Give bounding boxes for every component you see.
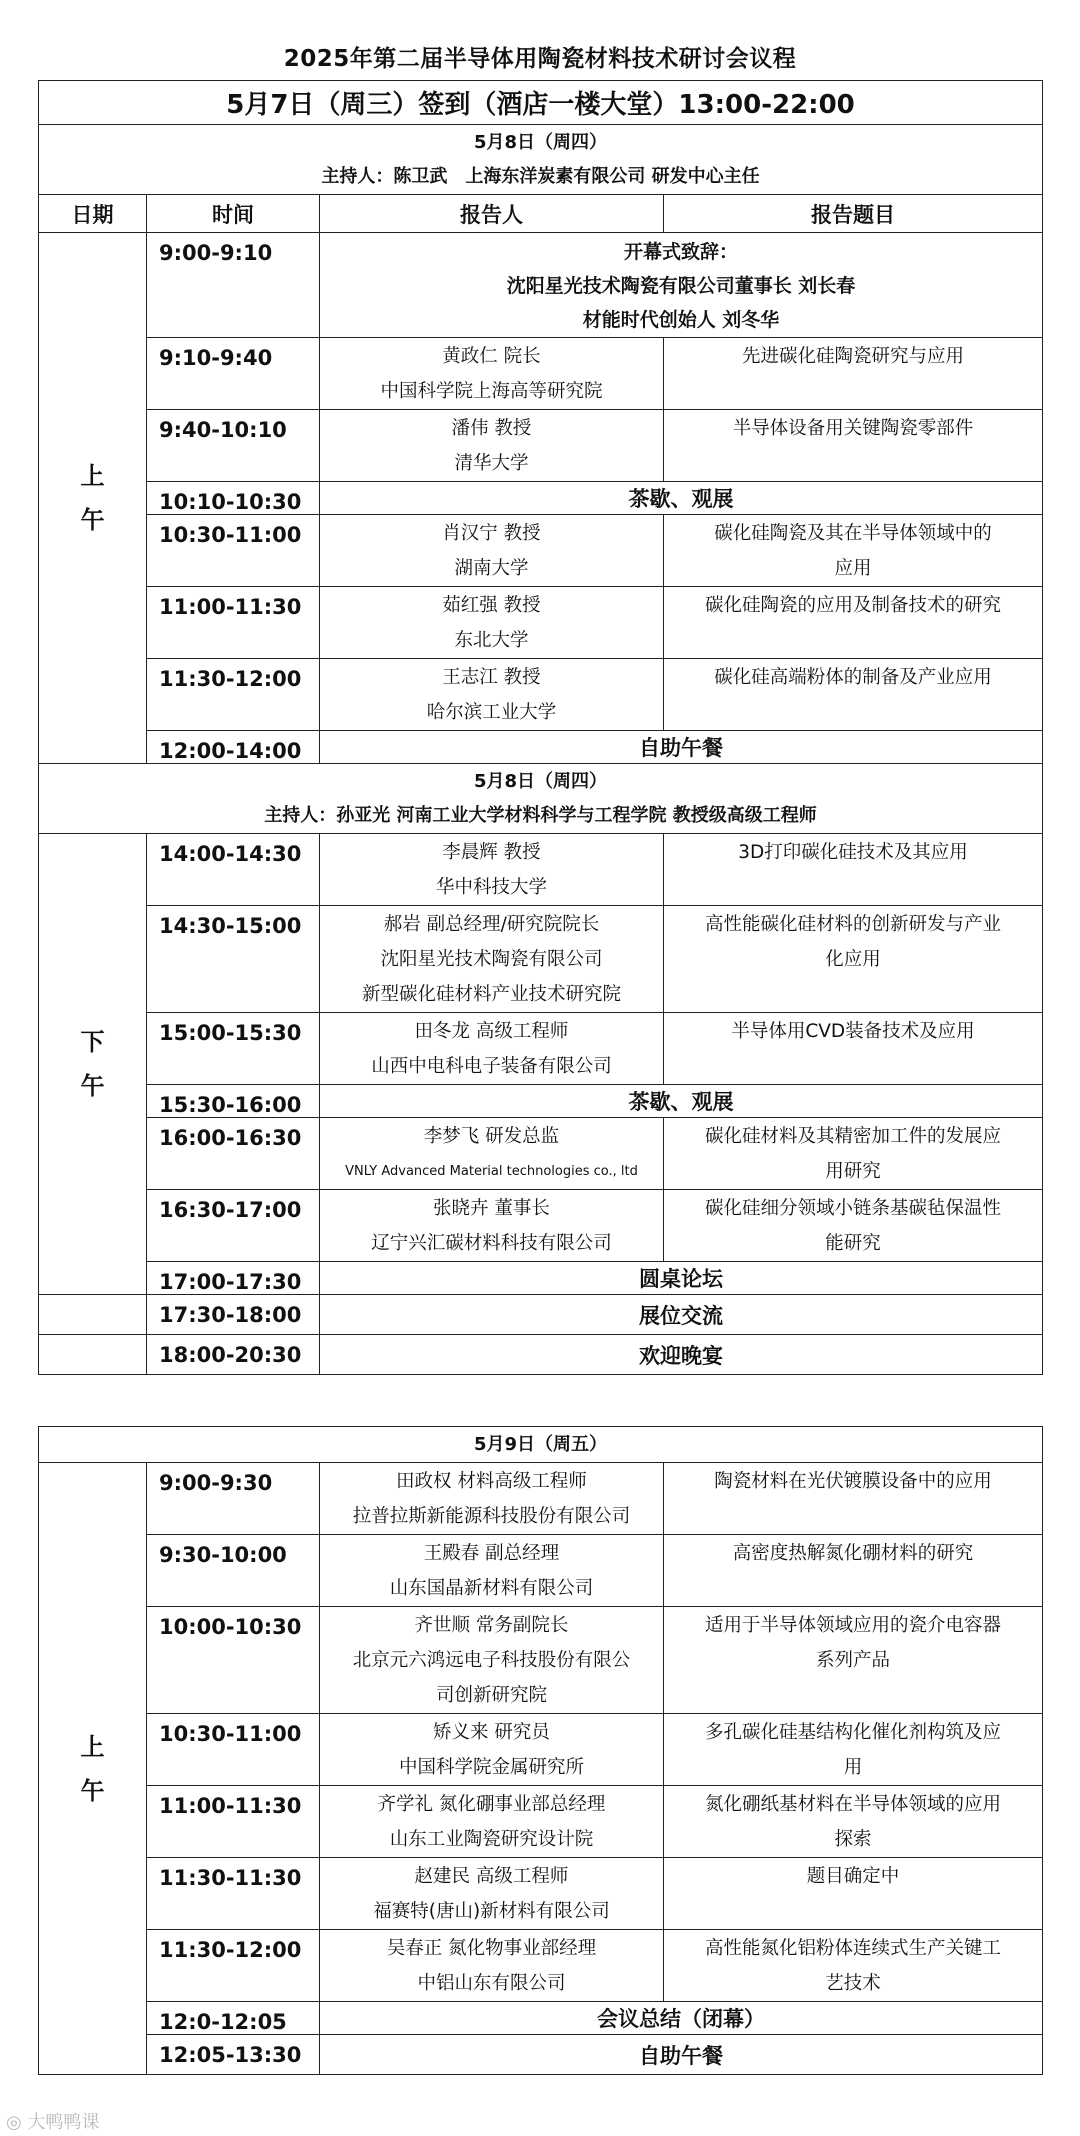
column-header-row: [39, 195, 1043, 233]
topic-cell-line: 氮化硼纸基材料在半导体领域的应用: [704, 1794, 1001, 1815]
topic-cell-line: 半导体设备用关键陶瓷零部件: [732, 418, 974, 439]
event-cell: 自助午餐: [320, 731, 1043, 764]
time-cell: 9:30-10:00: [147, 1535, 320, 1607]
table-row: [39, 587, 1043, 659]
session-char: 上: [80, 1732, 105, 1761]
time-cell: 11:00-11:30: [147, 1786, 320, 1858]
checkin-text: 5月7日（周三）签到（酒店一楼大堂）13:00-22:00: [39, 81, 1043, 125]
topic-cell-line: 先进碳化硅陶瓷研究与应用: [741, 346, 964, 367]
table-row: [39, 2035, 1043, 2075]
topic-cell-line: 应用: [834, 558, 872, 579]
speaker-cell-line: 肖汉宁 教授: [442, 523, 541, 544]
topic-cell: [664, 587, 1043, 659]
topic-cell-line: 能研究: [825, 1233, 881, 1254]
table-row: [39, 233, 1043, 338]
speaker-cell: [320, 1013, 664, 1085]
empty-date-cell: [39, 1335, 147, 1375]
speaker-cell: [320, 410, 664, 482]
day-header-row: [39, 764, 1043, 834]
table-row: [39, 1118, 1043, 1190]
session-label: [39, 834, 147, 1295]
day-date: 5月8日（周四）: [473, 770, 608, 792]
table-row: [39, 1714, 1043, 1786]
table-row: [39, 1295, 1043, 1335]
day-host: 主持人：陈卫武 上海东洋炭素有限公司 研发中心主任: [321, 165, 760, 187]
time-cell: 14:00-14:30: [147, 834, 320, 906]
time-cell: 10:10-10:30: [147, 482, 320, 515]
day-date: 5月8日（周四）: [473, 131, 608, 153]
time-cell: 9:40-10:10: [147, 410, 320, 482]
time-cell: 16:30-17:00: [147, 1190, 320, 1262]
speaker-cell-line: 山东工业陶瓷研究设计院: [389, 1829, 594, 1850]
event-cell: 茶歇、观展: [320, 482, 1043, 515]
session-label: [39, 1463, 147, 2075]
topic-cell-line: 题目确定中: [806, 1866, 900, 1887]
topic-cell: [664, 1930, 1043, 2002]
topic-cell-line: 碳化硅高端粉体的制备及产业应用: [714, 667, 992, 688]
topic-cell: [664, 906, 1043, 1013]
time-cell: 9:10-9:40: [147, 338, 320, 410]
time-cell: 11:00-11:30: [147, 587, 320, 659]
day-header-row: [39, 1427, 1043, 1463]
session-char: 午: [80, 1072, 105, 1100]
topic-cell-line: 系列产品: [815, 1650, 890, 1671]
speaker-cell-line: 湖南大学: [454, 558, 529, 579]
speaker-cell-line: 王殿春 副总经理: [423, 1543, 560, 1564]
speaker-cell: [320, 1930, 664, 2002]
speaker-cell: [320, 587, 664, 659]
watermark-text: 大鸭鸭课: [27, 2112, 100, 2133]
time-cell: 17:30-18:00: [147, 1295, 320, 1335]
topic-cell: [664, 338, 1043, 410]
event-cell: 茶歇、观展: [320, 1085, 1043, 1118]
topic-cell: [664, 1858, 1043, 1930]
time-cell: 16:00-16:30: [147, 1118, 320, 1190]
speaker-cell: [320, 659, 664, 731]
day-header: [39, 125, 1043, 195]
speaker-cell: [320, 1786, 664, 1858]
speaker-cell-line: 中国科学院上海高等研究院: [380, 381, 603, 402]
speaker-cell-line: 沈阳星光技术陶瓷有限公司: [380, 949, 603, 970]
time-cell: 10:30-11:00: [147, 515, 320, 587]
day-date: 5月9日（周五）: [39, 1427, 1043, 1463]
table-row: [39, 1013, 1043, 1085]
speaker-cell-line: 华中科技大学: [435, 877, 547, 898]
opening-line: 沈阳星光技术陶瓷有限公司董事长 刘长春: [506, 275, 856, 297]
speaker-cell-line: 山西中电科电子装备有限公司: [371, 1056, 612, 1077]
speaker-cell-line: 赵建民 高级工程师: [414, 1866, 569, 1887]
topic-cell-line: 探索: [834, 1829, 872, 1850]
speaker-cell-line: 司创新研究院: [435, 1685, 547, 1706]
time-cell: 11:30-12:00: [147, 659, 320, 731]
event-cell: 欢迎晚宴: [320, 1335, 1043, 1375]
speaker-cell-line: 田政权 材料高级工程师: [396, 1471, 587, 1492]
topic-cell: [664, 1190, 1043, 1262]
topic-cell-line: 3D打印碳化硅技术及其应用: [738, 842, 968, 863]
empty-date-cell: [39, 1295, 147, 1335]
speaker-cell-line: 新型碳化硅材料产业技术研究院: [361, 984, 621, 1005]
topic-cell: [664, 1118, 1043, 1190]
opening-line: 材能时代创始人 刘冬华: [582, 309, 780, 331]
speaker-cell-line: 福赛特(唐山)新材料有限公司: [373, 1901, 610, 1922]
speaker-cell-line: 茹红强 教授: [442, 595, 541, 616]
topic-cell: [664, 1607, 1043, 1714]
time-cell: 9:00-9:10: [147, 233, 320, 338]
event-cell: 展位交流: [320, 1295, 1043, 1335]
topic-cell-line: 高性能碳化硅材料的创新研发与产业: [704, 914, 1001, 935]
topic-cell-line: 高密度热解氮化硼材料的研究: [732, 1543, 974, 1564]
topic-cell-line: 碳化硅陶瓷的应用及制备技术的研究: [704, 595, 1001, 616]
speaker-cell: [320, 906, 664, 1013]
speaker-cell-line: 辽宁兴汇碳材料科技有限公司: [371, 1233, 612, 1254]
opening-line: 开幕式致辞：: [623, 241, 738, 263]
speaker-cell: [320, 1463, 664, 1535]
speaker-cell-line: 中国科学院金属研究所: [398, 1757, 584, 1778]
checkin-row: [39, 81, 1043, 125]
topic-cell-line: 碳化硅陶瓷及其在半导体领域中的: [714, 523, 992, 544]
time-cell: 14:30-15:00: [147, 906, 320, 1013]
table-row: [39, 1463, 1043, 1535]
table-row: [39, 731, 1043, 764]
topic-cell-line: 碳化硅细分领域小链条基碳毡保温性: [704, 1198, 1001, 1219]
watermark-logo-icon: ◎: [6, 2112, 22, 2133]
topic-cell-line: 多孔碳化硅基结构化催化剂构筑及应: [704, 1722, 1001, 1743]
table-row: [39, 1085, 1043, 1118]
table-row: [39, 515, 1043, 587]
topic-cell-line: 碳化硅材料及其精密加工件的发展应: [704, 1126, 1001, 1147]
agenda-table-day2: [38, 1426, 1043, 2075]
speaker-cell-line: 山东国晶新材料有限公司: [389, 1578, 594, 1599]
topic-cell: [664, 515, 1043, 587]
event-cell: 会议总结（闭幕）: [320, 2002, 1043, 2035]
topic-cell-line: 适用于半导体领域应用的瓷介电容器: [704, 1615, 1001, 1636]
speaker-cell: [320, 834, 664, 906]
topic-cell-line: 用研究: [825, 1161, 881, 1182]
table-row: [39, 1607, 1043, 1714]
speaker-cell-line: VNLY Advanced Material technologies co., ltd: [345, 1164, 638, 1179]
watermark: [6, 2108, 99, 2134]
session-char: 午: [80, 506, 105, 534]
table-row: [39, 1535, 1043, 1607]
col-header-topic: 报告题目: [664, 195, 1043, 233]
speaker-cell-line: 中铝山东有限公司: [417, 1973, 566, 1994]
time-cell: 12:0-12:05: [147, 2002, 320, 2035]
topic-cell: [664, 1535, 1043, 1607]
speaker-cell-line: 哈尔滨工业大学: [426, 702, 557, 723]
topic-cell-line: 高性能氮化铝粉体连续式生产关键工: [704, 1938, 1001, 1959]
topic-cell: [664, 834, 1043, 906]
speaker-cell-line: 吴春正 氮化物事业部经理: [386, 1938, 597, 1959]
table-row: [39, 482, 1043, 515]
opening-cell: [320, 233, 1043, 338]
day-host: 主持人：孙亚光 河南工业大学材料科学与工程学院 教授级高级工程师: [264, 804, 817, 826]
speaker-cell-line: 清华大学: [454, 453, 529, 474]
session-label: [39, 233, 147, 764]
table-row: [39, 2002, 1043, 2035]
time-cell: 15:30-16:00: [147, 1085, 320, 1118]
speaker-cell-line: 李梦飞 研发总监: [423, 1126, 560, 1147]
speaker-cell-line: 齐学礼 氮化硼事业部总经理: [377, 1794, 606, 1815]
col-header-date: 日期: [39, 195, 147, 233]
speaker-cell-line: 田冬龙 高级工程师: [414, 1021, 569, 1042]
speaker-cell-line: 王志江 教授: [442, 667, 541, 688]
time-cell: 18:00-20:30: [147, 1335, 320, 1375]
topic-cell: [664, 659, 1043, 731]
table-row: [39, 834, 1043, 906]
speaker-cell: [320, 515, 664, 587]
table-row: [39, 659, 1043, 731]
topic-cell-line: 陶瓷材料在光伏镀膜设备中的应用: [714, 1471, 992, 1492]
table-row: [39, 1190, 1043, 1262]
speaker-cell: [320, 1535, 664, 1607]
speaker-cell: [320, 338, 664, 410]
speaker-cell: [320, 1714, 664, 1786]
speaker-cell-line: 东北大学: [454, 630, 529, 651]
speaker-cell-line: 齐世顺 常务副院长: [414, 1615, 569, 1636]
day-header: [39, 764, 1043, 834]
time-cell: 9:00-9:30: [147, 1463, 320, 1535]
speaker-cell-line: 潘伟 教授: [451, 418, 532, 439]
speaker-cell-line: 北京元六鸿远电子科技股份有限公: [352, 1650, 631, 1671]
session-char: 下: [80, 1028, 105, 1056]
table-row: [39, 1335, 1043, 1375]
time-cell: 11:30-12:00: [147, 1930, 320, 2002]
event-cell: 圆桌论坛: [320, 1262, 1043, 1295]
speaker-cell-line: 黄政仁 院长: [442, 346, 541, 367]
topic-cell: [664, 410, 1043, 482]
topic-cell: [664, 1786, 1043, 1858]
speaker-cell: [320, 1118, 664, 1190]
speaker-cell: [320, 1858, 664, 1930]
table-row: [39, 1858, 1043, 1930]
time-cell: 12:05-13:30: [147, 2035, 320, 2075]
speaker-cell-line: 郝岩 副总经理/研究院院长: [383, 914, 600, 935]
table-row: [39, 1930, 1043, 2002]
table-row: [39, 1786, 1043, 1858]
speaker-cell-line: 拉普拉斯新能源科技股份有限公司: [352, 1506, 631, 1527]
topic-cell: [664, 1714, 1043, 1786]
topic-cell: [664, 1463, 1043, 1535]
col-header-time: 时间: [147, 195, 320, 233]
page-title: 2025年第二届半导体用陶瓷材料技术研讨会议程: [283, 46, 797, 72]
col-header-speaker: 报告人: [320, 195, 664, 233]
event-cell: 自助午餐: [320, 2035, 1043, 2075]
table-row: [39, 338, 1043, 410]
topic-cell-line: 半导体用CVD装备技术及应用: [731, 1021, 975, 1042]
speaker-cell-line: 矫义来 研究员: [433, 1722, 550, 1743]
topic-cell: [664, 1013, 1043, 1085]
session-char: 午: [80, 1776, 105, 1805]
topic-cell-line: 艺技术: [825, 1973, 881, 1994]
time-cell: 11:30-11:30: [147, 1858, 320, 1930]
time-cell: 10:30-11:00: [147, 1714, 320, 1786]
topic-cell-line: 化应用: [825, 949, 881, 970]
time-cell: 10:00-10:30: [147, 1607, 320, 1714]
topic-cell-line: 用: [843, 1757, 863, 1778]
table-row: [39, 1262, 1043, 1295]
day-header-row: [39, 125, 1043, 195]
session-char: 上: [80, 462, 105, 490]
time-cell: 17:00-17:30: [147, 1262, 320, 1295]
table-row: [39, 410, 1043, 482]
speaker-cell: [320, 1190, 664, 1262]
time-cell: 15:00-15:30: [147, 1013, 320, 1085]
speaker-cell: [320, 1607, 664, 1714]
table-row: [39, 906, 1043, 1013]
speaker-cell-line: 张晓卉 董事长: [433, 1198, 550, 1219]
agenda-table-day1: [38, 80, 1043, 1375]
time-cell: 12:00-14:00: [147, 731, 320, 764]
speaker-cell-line: 李晨辉 教授: [442, 842, 541, 863]
